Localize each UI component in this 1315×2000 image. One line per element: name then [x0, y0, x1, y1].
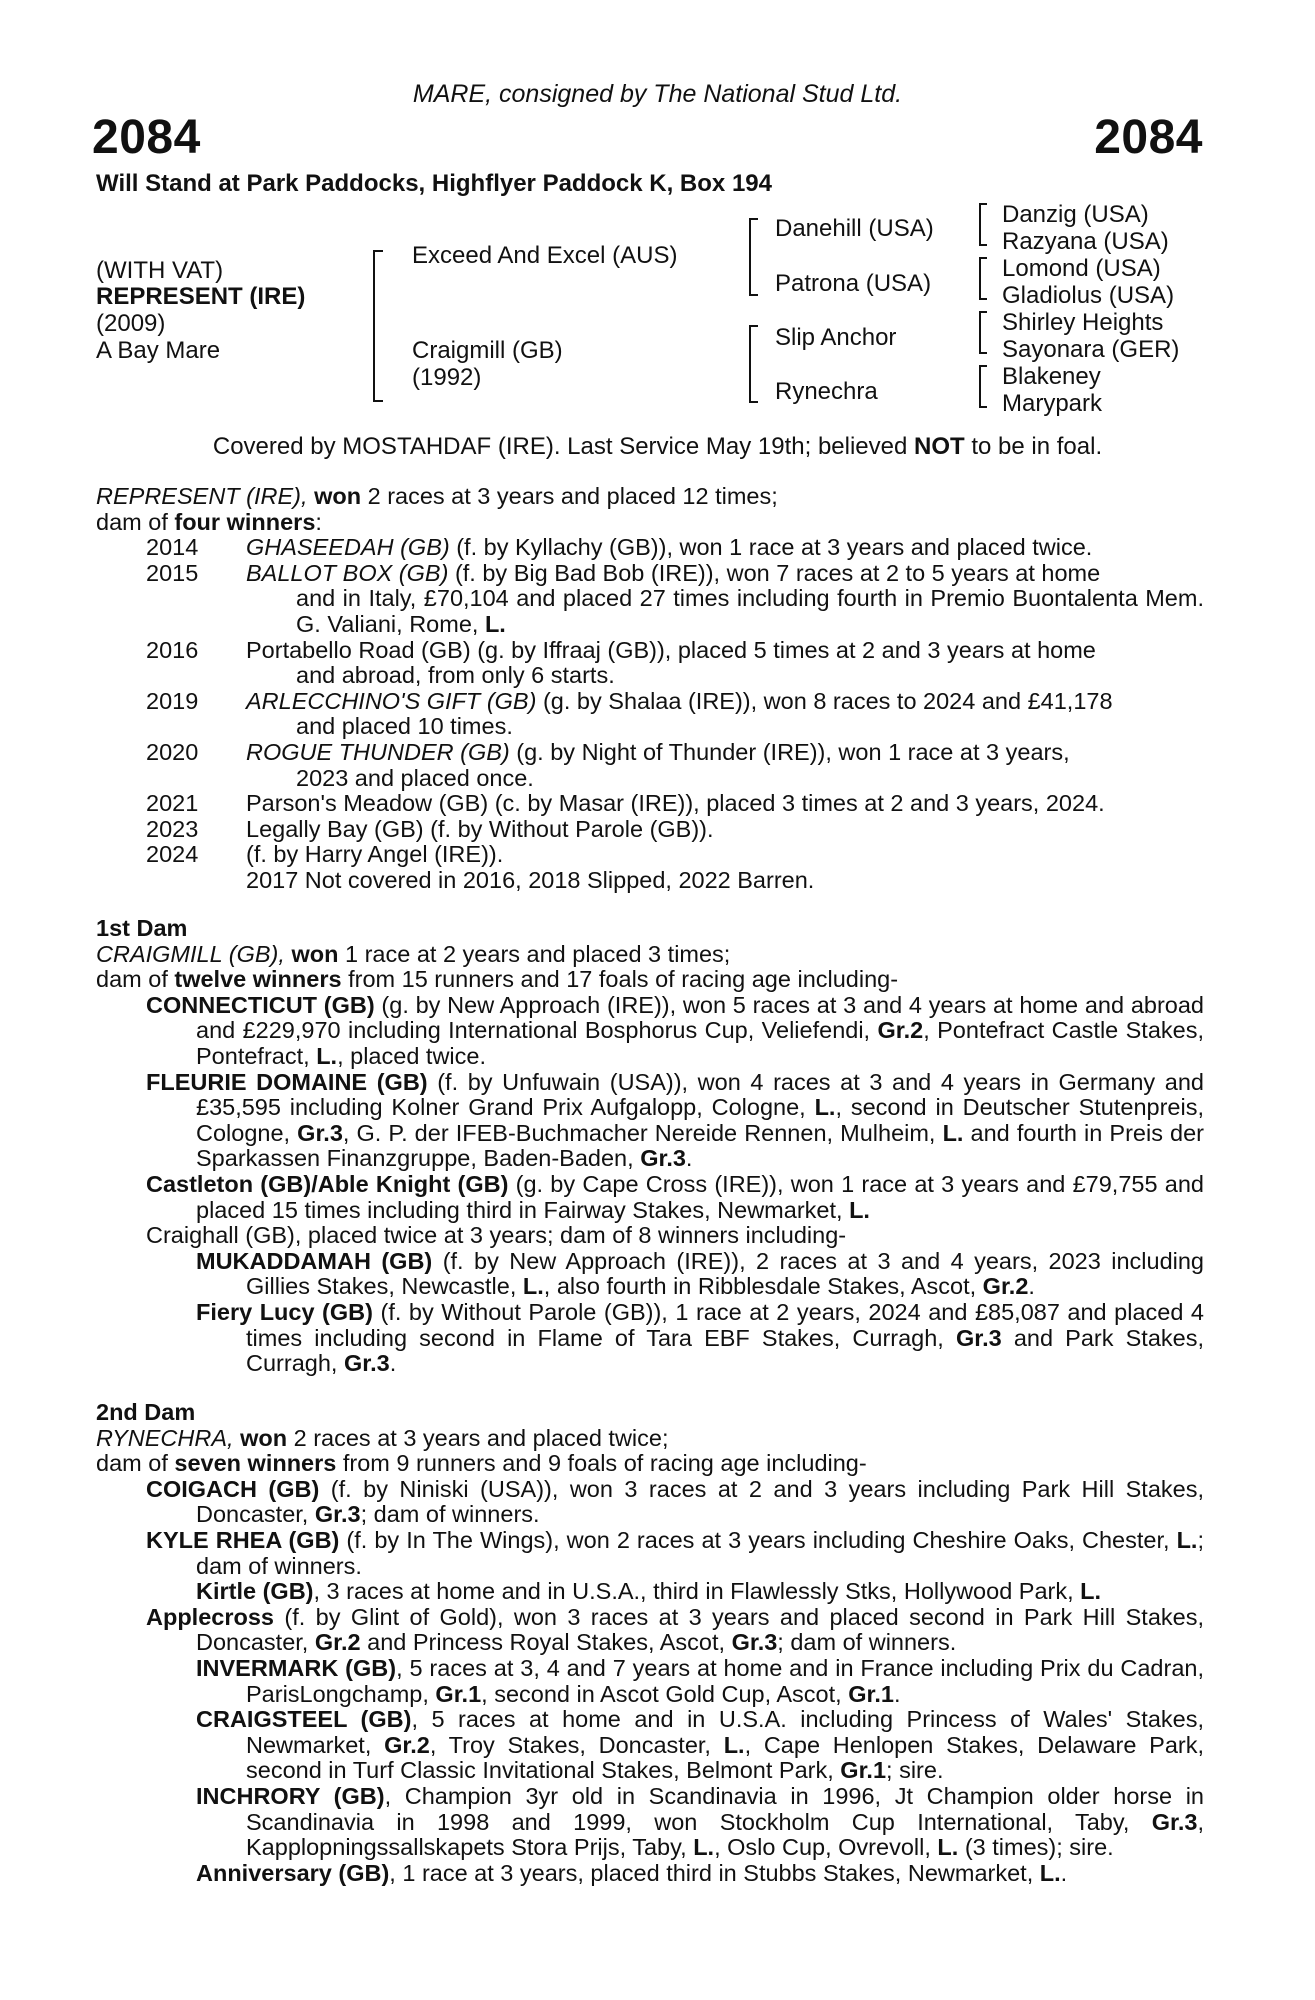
first-dam-heading: 1st Dam — [96, 915, 188, 941]
stabling-line: Will Stand at Park Paddocks, Highflyer Paddock K, Box 194 — [96, 170, 772, 197]
g4: Gladiolus (USA) — [1002, 282, 1175, 309]
foal-row: 2014 GHASEEDAH (GB) (f. by Kyllachy (GB)), won 1 race at 3 years and placed twice. — [146, 534, 1093, 561]
sire-sire: Danehill (USA) — [775, 215, 934, 242]
g7: Blakeney — [1002, 363, 1101, 390]
progeny-mukaddamah: MUKADDAMAH (GB) (f. by New Approach (IRE)), 2 races at 3 and 4 years, 2023 including Gillies Stakes, Newcastle, L., also fourth in Ribblesdale Stakes, Ascot, Gr.2. — [196, 1247, 1204, 1300]
progeny-craigsteel: CRAIGSTEEL (GB), 5 races at home and in U.S.A. including Princess of Wales' Stakes, Newmarket, Gr.2, Troy Stakes, Doncaster, L., Cape Henlopen Stakes, Delaware Park, second in Turf Classic Invitational Stakes, Belmont Park, Gr.1; sire. — [196, 1706, 1205, 1784]
progeny-inchrory: INCHRORY (GB), Champion 3yr old in Scandinavia in 1996, Jt Champion older horse in Scandinavia in 1998 and 1999, won Stockholm Cup International, Taby, Gr.3, Kapplopningssallskapets Stora Prijs, Taby, L., Oslo Cup, Ovrevoll, L. (3 times); sire. — [196, 1782, 1204, 1861]
breeding-notes: 2017 Not covered in 2016, 2018 Slipped, 2022 Barren. — [246, 866, 815, 893]
progeny-kirtle: Kirtle (GB), 3 races at home and in U.S.A., third in Flawlessly Stks, Hollywood Park, L. — [196, 1578, 1102, 1605]
lot-horse-description: A Bay Mare — [96, 337, 221, 364]
foal-row: 2016 Portabello Road (GB) (g. by Iffraaj (GB)), placed 5 times at 2 and 3 years at home and abroad, from only 6 starts. — [146, 636, 1096, 689]
g5: Shirley Heights — [1002, 309, 1164, 336]
foal-row: 2020 ROGUE THUNDER (GB) (g. by Night of Thunder (IRE)), won 1 race at 3 years, 2023 and placed once. — [146, 738, 1070, 791]
dam-sire: Slip Anchor — [775, 324, 897, 351]
foal-row: 2015 BALLOT BOX (GB) (f. by Big Bad Bob (IRE)), won 7 races at 2 to 5 years at home and in Italy, £70,104 and placed 27 times including fourth in Premio Buontalenta Mem. G. Valiani, Rome, L. — [146, 559, 1204, 637]
brace-dam — [749, 325, 758, 403]
lot-number-left: 2084 — [92, 111, 201, 164]
second-dam-heading: 2nd Dam — [96, 1399, 196, 1425]
progeny-applecross: Applecross (f. by Glint of Gold), won 3 races at 3 years and placed second in Park Hill Stakes, Doncaster, Gr.2 and Princess Royal Stakes, Ascot, Gr.3; dam of winners. — [146, 1603, 1204, 1656]
second-dam-dam-of: dam of seven winners from 9 runners and 9 foals of racing age including- — [96, 1450, 867, 1477]
lot-horse-name: REPRESENT (IRE) — [96, 283, 306, 310]
vat-note: (WITH VAT) — [96, 257, 224, 284]
g1: Danzig (USA) — [1002, 201, 1149, 228]
second-dam-section — [96, 1400, 1204, 1886]
mare-record: REPRESENT (IRE), won 2 races at 3 years and placed 12 times; — [96, 483, 778, 509]
covered-line: Covered by MOSTAHDAF (IRE). Last Service May 19th; believed NOT to be in foal. — [212, 433, 1103, 460]
progeny-fleurie-domaine: FLEURIE DOMAINE (GB) (f. by Unfuwain (USA)), won 4 races at 3 and 4 years in Germany and £35,595 including Kolner Grand Prix Aufgalopp, Cologne, L., second in Deutscher Stutenpreis, Cologne, Gr.3, G. P. der IFEB-Buchmacher Nereide Rennen, Mulheim, L. and fourth in Preis der Sparkassen Finanzgruppe, Baden-Baden, Gr.3. — [146, 1068, 1204, 1172]
dam-dam: Rynechra — [775, 378, 878, 405]
brace-g12 — [979, 203, 987, 246]
lot-horse-year: (2009) — [96, 310, 166, 337]
progeny-anniversary: Anniversary (GB), 1 race at 3 years, placed third in Stubbs Stakes, Newmarket, L.. — [196, 1859, 1068, 1886]
sire: Exceed And Excel (AUS) — [412, 242, 678, 269]
g6: Sayonara (GER) — [1002, 336, 1180, 363]
progeny-kyle-rhea: KYLE RHEA (GB) (f. by In The Wings), won 2 races at 3 years including Cheshire Oaks, Chester, L.; dam of winners. — [146, 1526, 1204, 1579]
progeny-invermark: INVERMARK (GB), 5 races at 3, 4 and 7 years at home and in France including Prix du Cadran, ParisLongchamp, Gr.1, second in Ascot Gold Cup, Ascot, Gr.1. — [196, 1654, 1204, 1707]
lot-number-right: 2084 — [1094, 111, 1203, 164]
foal-row: 2024 (f. by Harry Angel (IRE)). — [146, 841, 504, 868]
progeny-fiery-lucy: Fiery Lucy (GB) (f. by Without Parole (GB)), 1 race at 2 years, 2024 and £85,087 and placed 4 times including second in Flame of Tara EBF Stakes, Curragh, Gr.3 and Park Stakes, Curragh, Gr.3. — [196, 1298, 1204, 1377]
brace-sire — [749, 218, 758, 296]
sire-dam: Patrona (USA) — [775, 270, 932, 297]
dam-year: (1992) — [412, 364, 482, 391]
brace-g34 — [979, 257, 987, 300]
first-dam-section — [96, 916, 1204, 1377]
progeny-castleton: Castleton (GB)/Able Knight (GB) (g. by Cape Cross (IRE)), won 1 race at 3 years and £79,755 and placed 15 times including third in Fairway Stakes, Newmarket, L. — [146, 1170, 1204, 1223]
brace-g56 — [979, 311, 987, 354]
foal-row: 2021 Parson's Meadow (GB) (c. by Masar (IRE)), placed 3 times at 2 and 3 years, 2024. — [146, 790, 1105, 817]
g3: Lomond (USA) — [1002, 255, 1161, 282]
progeny-coigach: COIGACH (GB) (f. by Niniski (USA)), won 3 races at 2 and 3 years including Park Hill Stakes, Doncaster, Gr.3; dam of winners. — [146, 1475, 1204, 1528]
first-dam-record: CRAIGMILL (GB), won 1 race at 2 years and placed 3 times; — [96, 940, 731, 967]
brace-g78 — [979, 365, 987, 408]
second-dam-record: RYNECHRA, won 2 races at 3 years and placed twice; — [96, 1424, 669, 1451]
foal-row: 2023 Legally Bay (GB) (f. by Without Parole (GB)). — [146, 815, 714, 842]
g2: Razyana (USA) — [1002, 228, 1169, 255]
dam: Craigmill (GB) — [412, 337, 563, 364]
brace-lot — [373, 250, 383, 402]
first-dam-dam-of: dam of twelve winners from 15 runners and 17 foals of racing age including- — [96, 966, 899, 993]
progeny-craighall: Craighall (GB), placed twice at 3 years; dam of 8 winners including- — [146, 1222, 847, 1249]
mare-dam-of: dam of four winners: — [96, 508, 322, 535]
foal-row: 2019 ARLECCHINO'S GIFT (GB) (g. by Shalaa (IRE)), won 8 races to 2024 and £41,178 and placed 10 times. — [146, 687, 1113, 740]
mare-section — [96, 484, 1204, 894]
progeny-connecticut: CONNECTICUT (GB) (g. by New Approach (IRE)), won 5 races at 3 and 4 years at home and abroad and £229,970 including International Bosphorus Cup, Veliefendi, Gr.2, Pontefract Castle Stakes, Pontefract, L., placed twice. — [146, 991, 1205, 1069]
consignment-line: MARE, consigned by The National Stud Ltd. — [412, 80, 903, 108]
g8: Marypark — [1002, 390, 1103, 417]
